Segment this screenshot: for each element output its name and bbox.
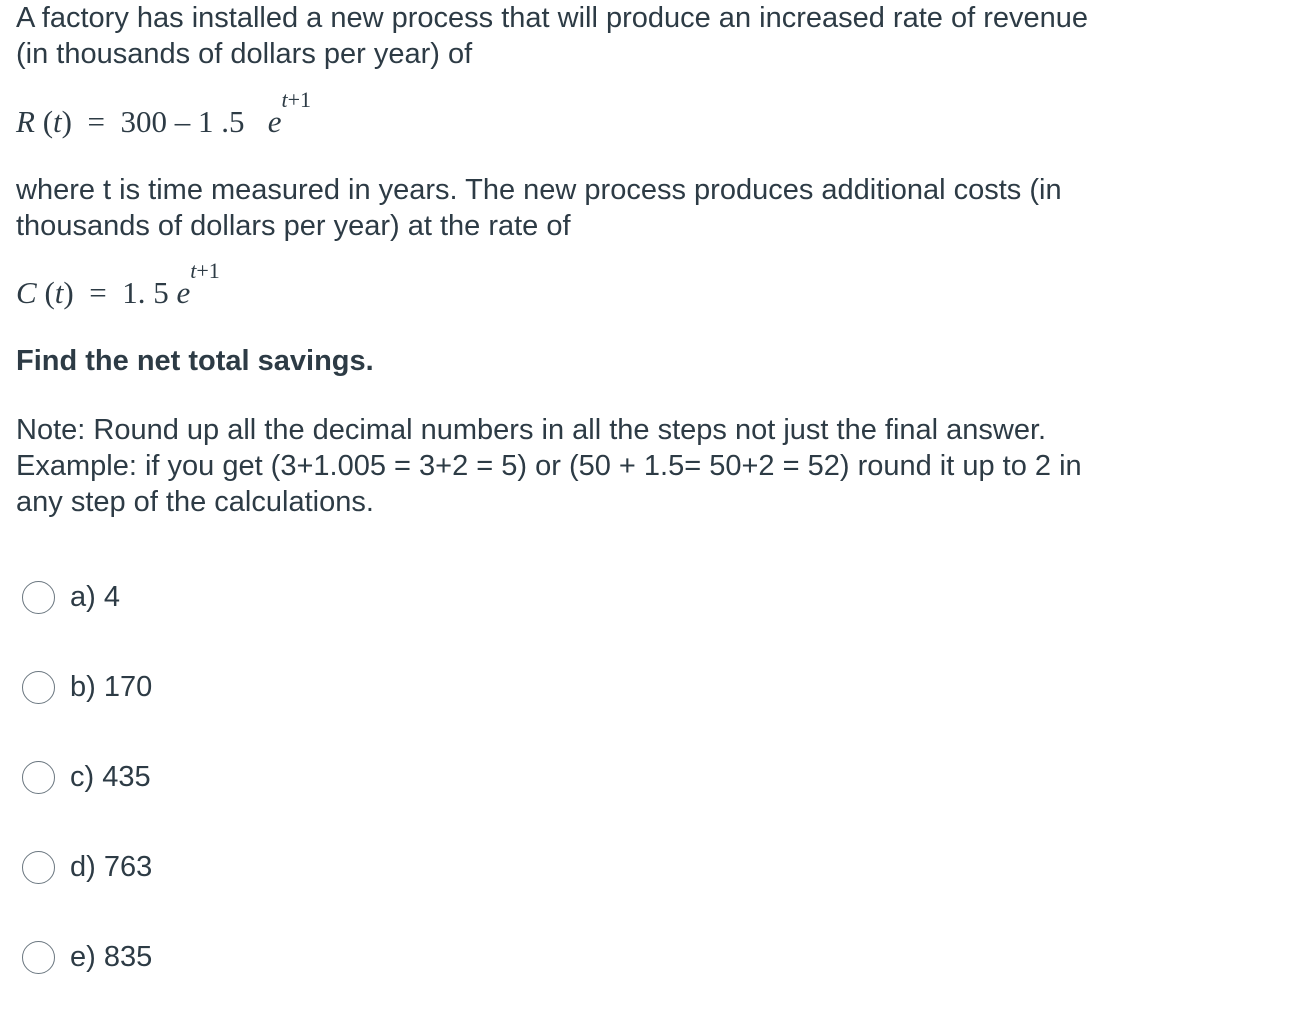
cost-fn-name: C xyxy=(16,275,37,310)
answer-option-a[interactable] xyxy=(22,577,120,617)
revenue-fn-name: R xyxy=(16,104,35,139)
answer-label: d) 763 xyxy=(70,851,153,883)
cost-exp-rest: +1 xyxy=(196,258,220,283)
answer-label: a) 4 xyxy=(70,581,120,613)
intro-line-2: (in thousands of dollars per year) of xyxy=(16,38,473,70)
revenue-rhs: 300 – 1 .5 xyxy=(120,104,245,139)
revenue-formula: R (t) = 300 – 1 .5 $e^{t+1}$ xyxy=(16,87,312,139)
cost-rhs: 1. 5 xyxy=(122,275,169,310)
radio-button-icon[interactable] xyxy=(22,851,55,884)
note-line-2: Example: if you get (3+1.005 = 3+2 = 5) or (50 + 1.5= 50+2 = 52) round it up to 2 in xyxy=(16,450,1082,482)
radio-button-icon[interactable] xyxy=(22,671,55,704)
intro-line-1: A factory has installed a new process that will produce an increased rate of revenue xyxy=(16,2,1088,34)
radio-button-icon[interactable] xyxy=(22,941,55,974)
middle-line-2: thousands of dollars per year) at the rate of xyxy=(16,210,571,242)
cost-formula: C (t) = 1. 5 $e^{t+1}$ xyxy=(16,258,220,310)
middle-line-1: where t is time measured in years. The new process produces additional costs (in xyxy=(16,174,1062,206)
answer-option-e[interactable] xyxy=(22,937,152,977)
answer-label: b) 170 xyxy=(70,671,153,703)
answer-option-c[interactable] xyxy=(22,757,151,797)
note-line-1: Note: Round up all the decimal numbers in all the steps not just the final answer. xyxy=(16,414,1047,446)
answer-option-d[interactable] xyxy=(22,847,152,887)
cost-exp-base: e xyxy=(176,275,191,310)
revenue-exp-rest: +1 xyxy=(287,87,312,112)
revenue-fn-arg: t xyxy=(53,104,62,139)
cost-exponent xyxy=(190,258,220,283)
answer-label: c) 435 xyxy=(70,761,151,793)
question-intro xyxy=(16,0,1088,72)
question-note xyxy=(16,412,1082,520)
revenue-exponent xyxy=(281,87,311,112)
cost-exp-var: t xyxy=(190,258,197,283)
radio-button-icon[interactable] xyxy=(22,581,55,614)
answer-label: e) 835 xyxy=(70,941,153,973)
note-line-3: any step of the calculations. xyxy=(16,486,374,518)
revenue-exp-var: t xyxy=(281,87,288,112)
question-prompt: Find the net total savings. xyxy=(16,345,374,377)
answer-option-b[interactable] xyxy=(22,667,152,707)
radio-button-icon[interactable] xyxy=(22,761,55,794)
cost-fn-arg: t xyxy=(54,275,64,310)
question-middle xyxy=(16,172,1062,244)
revenue-exp-base: e xyxy=(267,104,282,139)
